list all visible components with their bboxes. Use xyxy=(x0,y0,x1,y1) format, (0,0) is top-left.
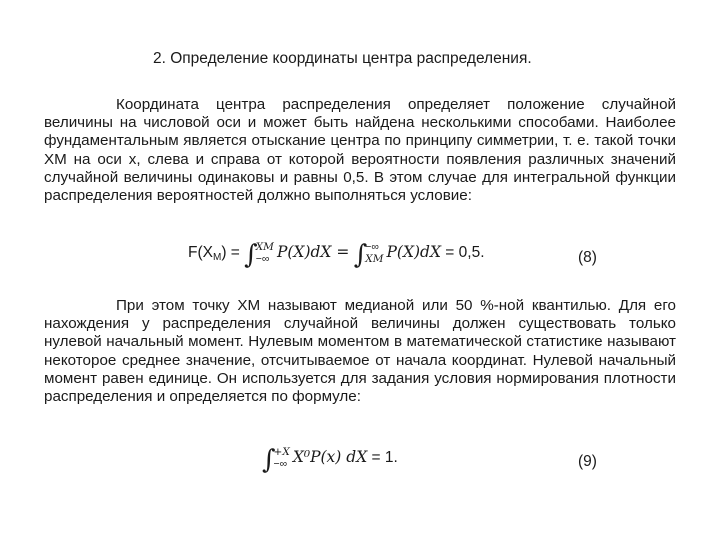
f8-integrand-2: P(X)dX xyxy=(386,243,441,261)
f8-lhs-close: ) = xyxy=(221,244,240,261)
integral-sign-3: ∫ xyxy=(262,445,276,475)
f8-integrand-1: P(X)dX = xyxy=(276,243,350,261)
f8-lhs-sub: M xyxy=(212,252,222,263)
integral-sign-2: ∫ xyxy=(353,240,368,270)
f8-lhs: F(X xyxy=(188,244,213,261)
integral-sign-1: ∫ xyxy=(244,240,258,270)
f9-result: = 1. xyxy=(371,449,398,466)
paragraph-median xyxy=(44,297,676,406)
equation-number-8: (8) xyxy=(578,249,597,266)
section-heading: 2. Определение координаты центра распределения. xyxy=(153,50,532,67)
paragraph-1-text: Координата центра распределения определяет положение случайной величины на числовой оси и может быть найдена несколькими способами. Наиболее фундаментальным является отыскание центра по принципу симметрии, т. е. такой точки XM на оси x, слева и справа от которой вероятности появления различных значений случайной величины одинаковы и равны 0,5. В этом случае для интегральной функции распределения вероятностей должно выполняться условие: xyxy=(44,96,676,205)
f8-int2-upper: −∞ xyxy=(365,240,379,253)
f8-int1-lower: −∞ xyxy=(255,252,270,265)
formula-8 xyxy=(188,240,485,270)
f8-int2-lower: XM xyxy=(365,252,384,265)
f8-result: = 0,5. xyxy=(445,244,485,261)
paragraph-center-definition xyxy=(44,96,676,205)
f9-int-lower: −∞ xyxy=(273,457,288,470)
f9-int-upper: +X xyxy=(273,445,290,458)
f8-int2-limits xyxy=(365,241,383,265)
f9-integrand: X⁰P(x) dX xyxy=(292,448,368,466)
paragraph-2-text: При этом точку XM называют медианой или 50 %-ной квантилью. Для его нахождения у распределения случайной величины должен существовать только нулевой начальный момент. Нулевым моментом в математической статистике называют некоторое среднее значение, отсчитываемое от начала координат. Нулевой начальный момент равен единице. Он используется для задания условия нормирования плотности распределения и определяется по формуле: xyxy=(44,297,676,406)
f8-int1-limits xyxy=(256,241,274,265)
equation-number-9: (9) xyxy=(578,453,597,470)
formula-9 xyxy=(262,445,398,475)
f8-int1-upper: XM xyxy=(255,240,274,253)
f9-int-limits xyxy=(274,446,290,470)
